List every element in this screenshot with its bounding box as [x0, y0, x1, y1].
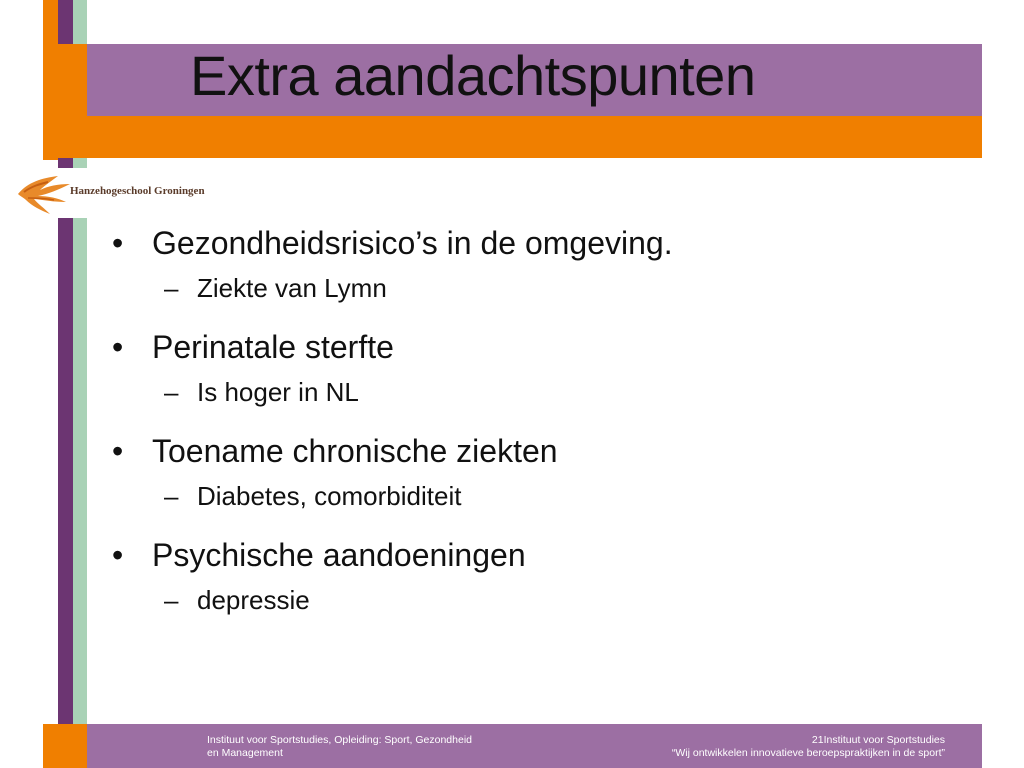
bullet-text: Perinatale sterfte — [152, 329, 394, 365]
bullet-item — [112, 218, 972, 268]
sub-bullet-text: Is hoger in NL — [197, 377, 359, 407]
bullet-dot-icon: • — [112, 537, 124, 573]
dash-icon: – — [164, 585, 179, 615]
sub-bullet-item — [112, 372, 972, 412]
sub-bullet-item — [112, 268, 972, 308]
bullet-text: Gezondheidsrisico’s in de omgeving. — [152, 225, 673, 261]
header-orange-band — [43, 116, 982, 158]
bullet-dot-icon: • — [112, 433, 124, 469]
sub-bullet-text: depressie — [197, 585, 310, 615]
footer-right-line1: 21Instituut voor Sportstudies — [811, 734, 945, 746]
bullet-text: Toename chronische ziekten — [152, 433, 558, 469]
dash-icon: – — [164, 273, 179, 303]
hanze-logo-icon — [14, 168, 74, 216]
sub-bullet-item — [112, 580, 972, 620]
footer-left — [207, 734, 517, 760]
bullet-item — [112, 322, 972, 372]
slide-title: Extra aandachtspunten — [190, 44, 756, 107]
dash-icon: – — [164, 377, 179, 407]
logo-text: Hanzehogeschool Groningen — [70, 185, 205, 197]
dash-icon: – — [164, 481, 179, 511]
bullet-dot-icon: • — [112, 225, 124, 261]
sub-bullet-item — [112, 476, 972, 516]
bullet-item — [112, 530, 972, 580]
footer-right — [600, 734, 945, 760]
footer-orange-cap — [43, 724, 87, 768]
bullet-list — [112, 218, 972, 634]
sub-bullet-text: Diabetes, comorbiditeit — [197, 481, 462, 511]
header-orange-cap — [43, 44, 87, 116]
bullet-text: Psychische aandoeningen — [152, 537, 526, 573]
bullet-item — [112, 426, 972, 476]
footer-left-line2: en Management — [207, 747, 283, 759]
bullet-dot-icon: • — [112, 329, 124, 365]
footer-left-line1: Instituut voor Sportstudies, Opleiding: Sport, Gezondheid — [207, 734, 472, 746]
footer-right-line2: “Wij ontwikkelen innovatieve beroepspraktijken in de sport” — [671, 747, 945, 759]
sub-bullet-text: Ziekte van Lymn — [197, 273, 387, 303]
